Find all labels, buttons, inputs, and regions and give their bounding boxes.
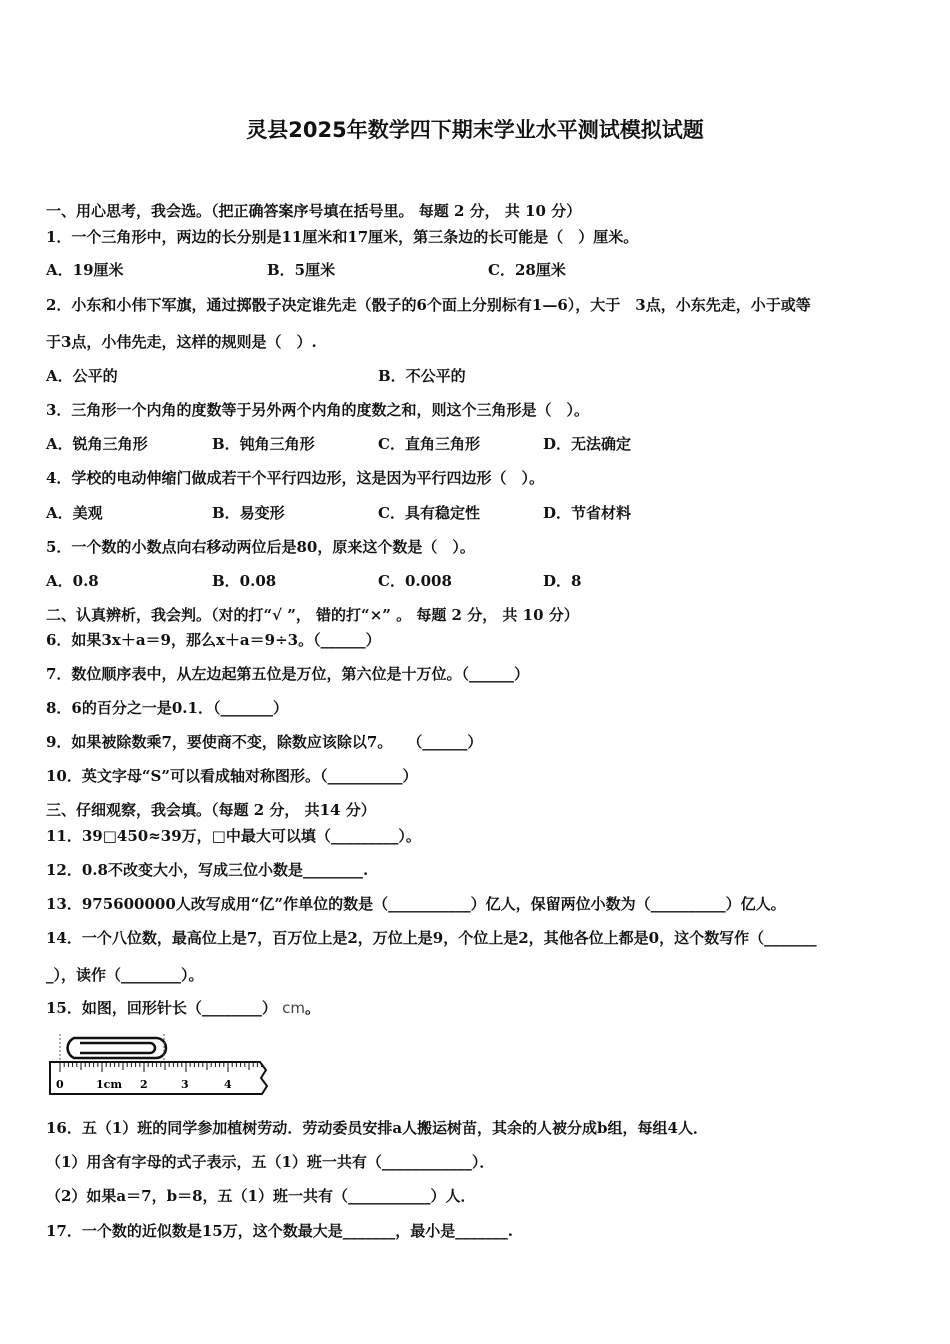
option: A．19厘米 [46, 261, 124, 279]
ruler-label: 1cm [96, 1078, 122, 1091]
ruler-label: 3 [181, 1078, 189, 1091]
option: B．0.08 [212, 572, 277, 590]
section-3-heading: 三、仔细观察，我会填。（每题 2 分， 共14 分） [46, 801, 376, 819]
question-14: 14．一个八位数，最高位上是7，百万位上是2，万位上是9，个位上是2，其他各位上都是0，这个数写作（_______ [46, 929, 817, 947]
period: 。 [304, 999, 320, 1017]
unit-cm: cm [282, 999, 305, 1017]
option: B．钝角三角形 [212, 435, 315, 453]
question-15-text: 15．如图，回形针长（________） [46, 999, 277, 1017]
ruler [50, 1062, 267, 1094]
question-9: 9．如果被除数乘7，要使商不变，除数应该除以7。 （______） [46, 733, 483, 751]
ruler-label: 2 [140, 1078, 148, 1091]
question-2-cont: 于3点，小伟先走，这样的规则是（ ）. [46, 333, 317, 351]
option: A．锐角三角形 [46, 435, 148, 453]
option: B．易变形 [212, 504, 285, 522]
section-2-heading: 二、认真辨析，我会判。（对的打“√ ”， 错的打“×” 。 每题 2 分， 共 10 分） [46, 606, 579, 624]
section-1-heading: 一、用心思考，我会选。（把正确答案序号填在括号里。 每题 2 分， 共 10 分） [46, 202, 582, 220]
ruler-label: 0 [56, 1078, 64, 1091]
question-12: 12．0.8不改变大小，写成三位小数是________. [46, 861, 369, 879]
question-8: 8．6的百分之一是0.1．（_______） [46, 699, 288, 717]
page-title: 灵县2025年数学四下期末学业水平测试模拟试题 [246, 118, 704, 142]
question-14-cont: _），读作（________）。 [46, 966, 204, 984]
paperclip-icon [68, 1038, 166, 1058]
question-16-part-1: （1）用含有字母的式子表示，五（1）班一共有（____________）． [46, 1153, 495, 1171]
question-10: 10．英文字母“S”可以看成轴对称图形。（__________） [46, 767, 418, 785]
option: A．美观 [46, 504, 103, 522]
option: D．节省材料 [543, 504, 632, 522]
option: C．28厘米 [488, 261, 566, 279]
option: B．不公平的 [378, 367, 466, 385]
option: C．直角三角形 [378, 435, 480, 453]
question-15 [46, 998, 320, 1018]
option: C．具有稳定性 [378, 504, 480, 522]
option: B．5厘米 [267, 261, 336, 279]
question-1: 1．一个三角形中，两边的长分别是11厘米和17厘米，第三条边的长可能是（ ）厘米。 [46, 228, 639, 246]
question-11: 11．39□450≈39万，□中最大可以填（_________）。 [46, 827, 421, 845]
question-3: 3．三角形一个内角的度数等于另外两个内角的度数之和，则这个三角形是（ ）。 [46, 401, 589, 419]
option: D．无法确定 [543, 435, 632, 453]
question-2: 2．小东和小伟下军旗，通过掷骰子决定谁先走（骰子的6个面上分别标有1—6），大于 3点，小东先走，小于或等 [46, 296, 811, 314]
ruler-label: 4 [224, 1078, 232, 1091]
option: D．8 [543, 572, 582, 590]
option: A．0.8 [46, 572, 99, 590]
option: A．公平的 [46, 367, 118, 385]
question-13: 13．975600000人改写成用“亿”作单位的数是（___________）亿人，保留两位小数为（__________）亿人。 [46, 895, 786, 913]
option: C．0.008 [378, 572, 452, 590]
question-16-part-2: （2）如果a＝7，b＝8，五（1）班一共有（___________）人． [46, 1187, 476, 1205]
paperclip-ruler-figure [46, 1032, 271, 1102]
question-7: 7．数位顺序表中，从左边起第五位是万位，第六位是十万位。（______） [46, 665, 529, 683]
question-16: 16．五（1）班的同学参加植树劳动．劳动委员安排a人搬运树苗，其余的人被分成b组，每组4人． [46, 1119, 708, 1137]
question-5: 5．一个数的小数点向右移动两位后是80，原来这个数是（ ）。 [46, 538, 475, 556]
question-17: 17．一个数的近似数是15万，这个数最大是_______，最小是_______. [46, 1222, 513, 1240]
question-4: 4．学校的电动伸缩门做成若干个平行四边形，这是因为平行四边形（ ）。 [46, 469, 544, 487]
question-6: 6．如果3x＋a＝9，那么x＋a＝9÷3。（______） [46, 631, 381, 649]
